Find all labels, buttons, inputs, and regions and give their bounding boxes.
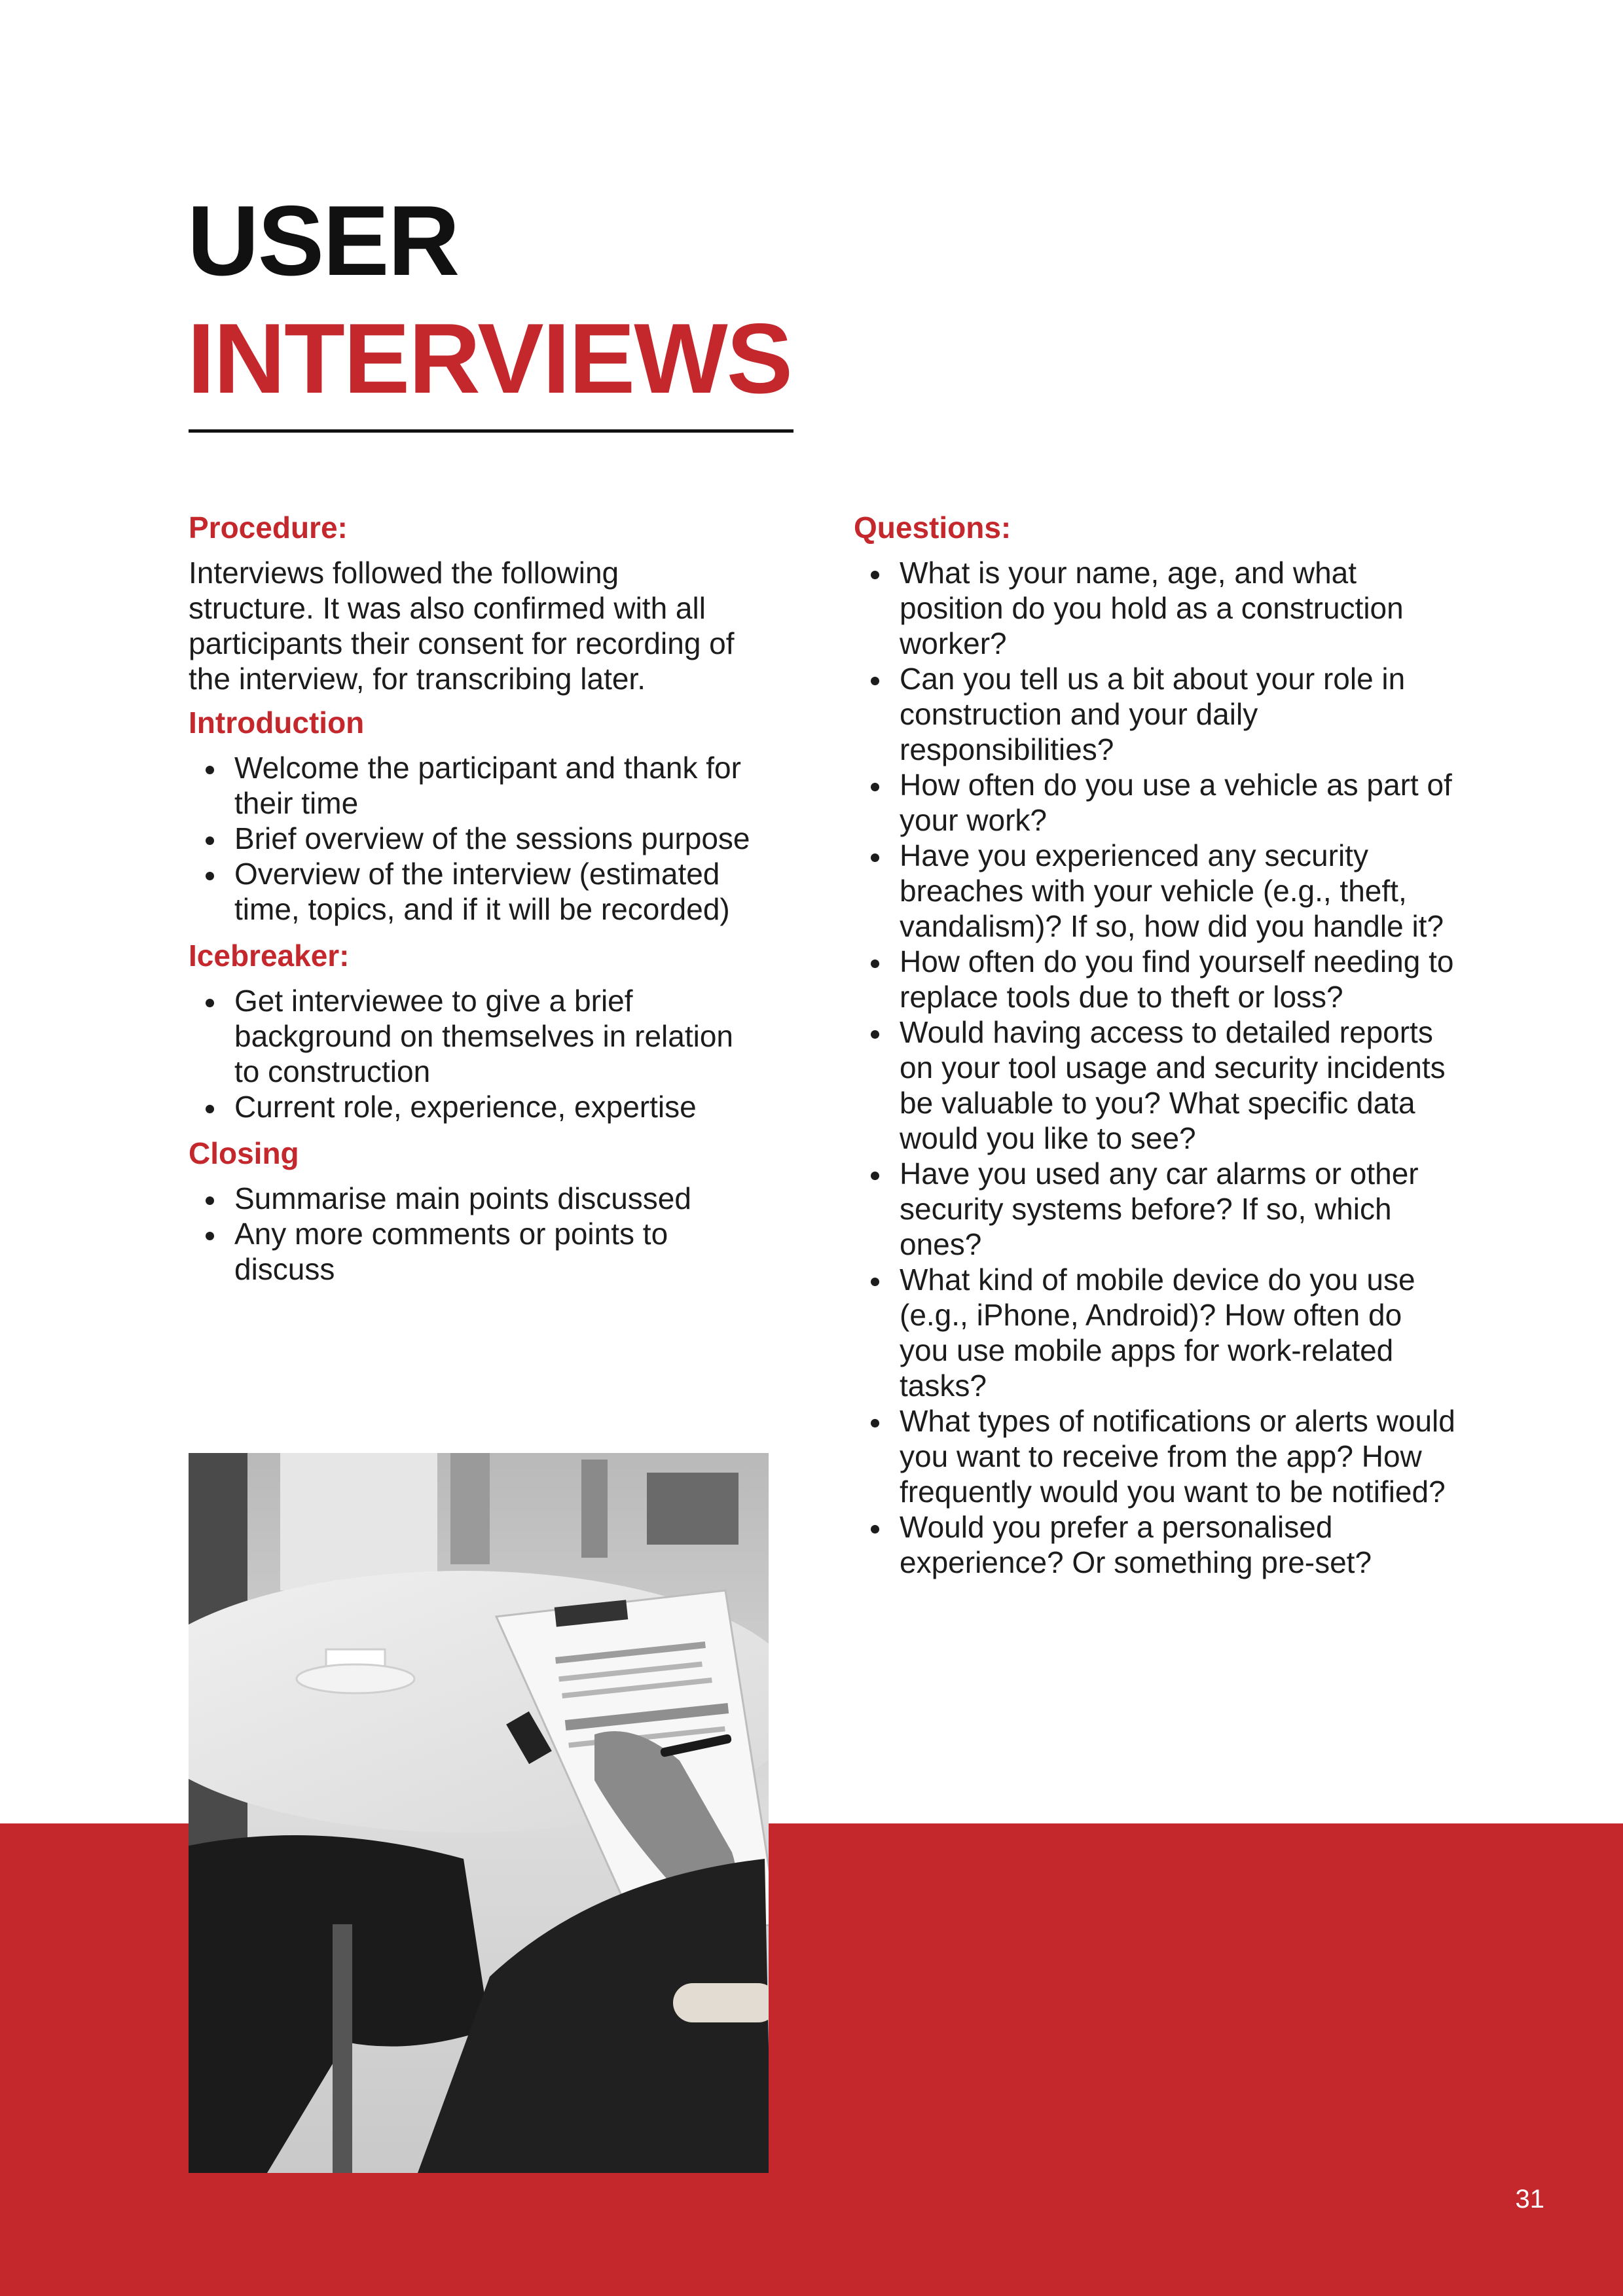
list-item: Any more comments or points to discuss [234,1216,752,1287]
title-user: USER [187,185,459,296]
list-item: Have you experienced any security breaches with your vehicle (e.g., theft, vandalism)? If so, how did you handle it? [900,838,1456,944]
questions-heading: Questions: [854,511,1012,545]
icebreaker-list [189,983,752,1124]
closing-list [189,1181,752,1287]
bullet-icon [206,999,214,1007]
title-underline [189,429,793,433]
list-item: Current role, experience, expertise [234,1089,752,1124]
bullet-icon [871,960,879,968]
list-item: How often do you find yourself needing to replace tools due to theft or loss? [900,944,1456,1014]
list-item: Welcome the participant and thank for their time [234,750,752,821]
bullet-icon [871,677,879,685]
introduction-list [189,750,752,927]
title-interviews: INTERVIEWS [187,303,792,414]
bullet-icon [871,853,879,862]
introduction-heading: Introduction [189,706,365,740]
bullet-icon [871,1525,879,1534]
questions-column [854,508,1456,1589]
icebreaker-heading: Icebreaker: [189,939,350,973]
list-item: What kind of mobile device do you use (e.g., iPhone, Android)? How often do you use mobile apps for work-related tasks? [900,1262,1456,1403]
list-item: How often do you use a vehicle as part of your work? [900,767,1456,838]
list-item: Brief overview of the sessions purpose [234,821,752,856]
interview-photo [189,1453,769,2173]
list-item: What is your name, age, and what position do you hold as a construction worker? [900,555,1456,661]
bullet-icon [206,1105,214,1113]
bullet-icon [206,836,214,845]
list-item: Would you prefer a personalised experience? Or something pre-set? [900,1509,1456,1580]
closing-heading: Closing [189,1136,299,1170]
procedure-column [189,508,752,1296]
bullet-icon [871,1419,879,1427]
bullet-icon [871,571,879,579]
questions-list [854,555,1456,1580]
list-item: Can you tell us a bit about your role in construction and your daily responsibilities? [900,661,1456,767]
list-item: Summarise main points discussed [234,1181,752,1216]
list-item: Overview of the interview (estimated time, topics, and if it will be recorded) [234,856,752,927]
bullet-icon [206,872,214,880]
bullet-icon [871,1278,879,1286]
bullet-icon [871,1172,879,1180]
bullet-icon [871,1030,879,1039]
bullet-icon [206,766,214,774]
list-item: Have you used any car alarms or other security systems before? If so, which ones? [900,1156,1456,1262]
procedure-heading: Procedure: [189,511,348,545]
bullet-icon [871,783,879,791]
list-item: Get interviewee to give a brief background on themselves in relation to construction [234,983,752,1089]
bullet-icon [206,1232,214,1240]
list-item: Would having access to detailed reports on your tool usage and security incidents be valuable to you? What specific data would you like to see? [900,1014,1456,1156]
list-item: What types of notifications or alerts would you want to receive from the app? How frequently would you want to be notified? [900,1403,1456,1509]
bullet-icon [206,1196,214,1205]
page-number: 31 [1515,2185,1544,2214]
procedure-text: Interviews followed the following structure. It was also confirmed with all participants their consent for recording of the interview, for transcribing later. [189,556,735,696]
